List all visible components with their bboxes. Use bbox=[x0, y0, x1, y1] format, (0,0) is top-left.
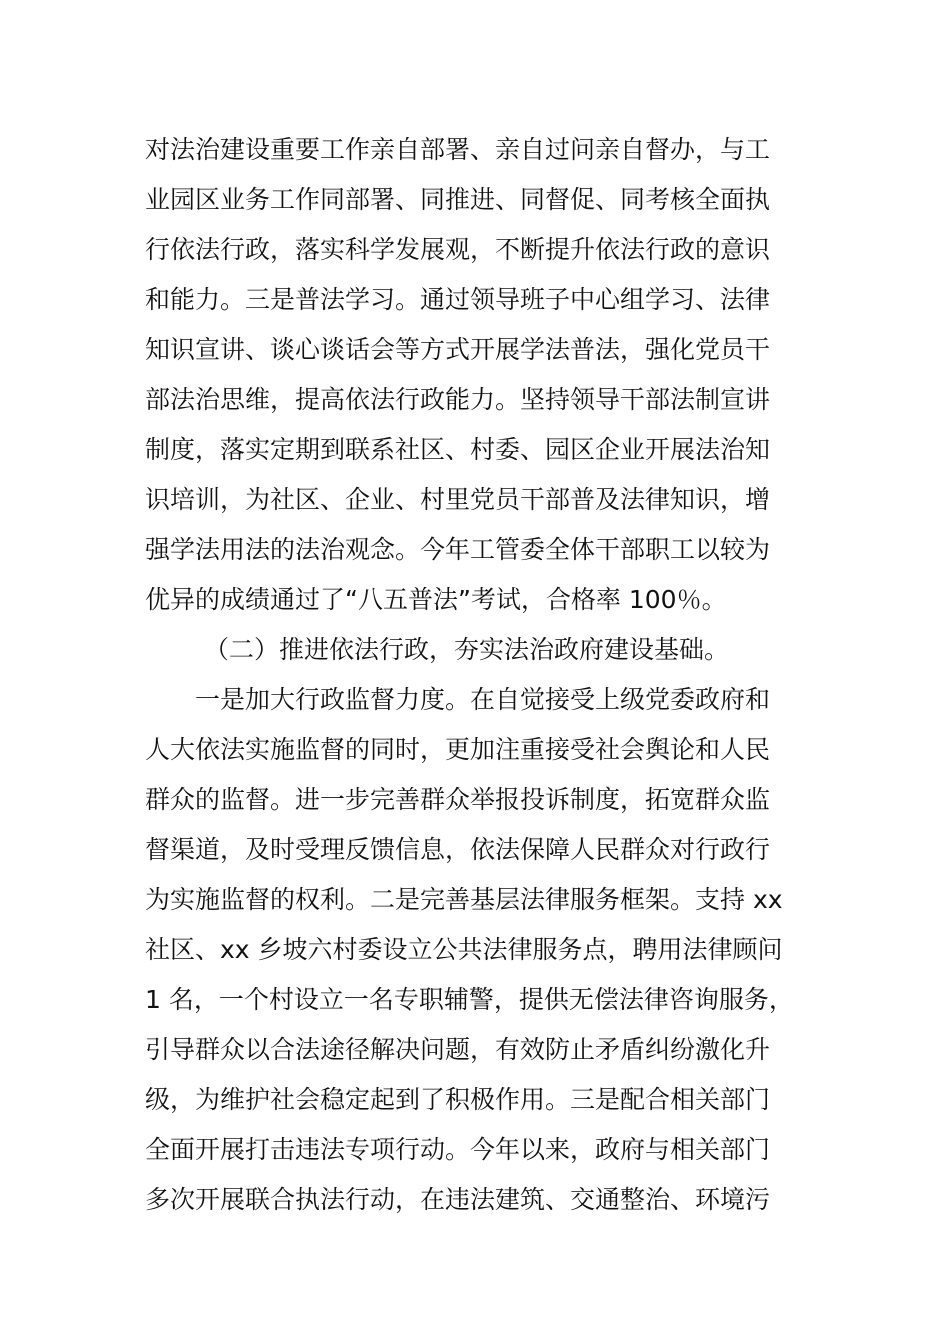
paragraph-line-8: 识培训，为社区、企业、村里党员干部普及法律知识，增 bbox=[145, 485, 771, 514]
paragraph-line-19: 级，为维护社会稳定起到了积极作用。三是配合相关部门 bbox=[145, 1085, 771, 1114]
paragraph-line-5: 知识宣讲、谈心谈话会等方式开展学法普法，强化党员干 bbox=[145, 335, 771, 364]
paragraph-line-9: 强学法用法的法治观念。今年工管委全体干部职工以较为 bbox=[145, 535, 771, 564]
paragraph-line-4: 和能力。三是普法学习。通过领导班子中心组学习、法律 bbox=[145, 285, 771, 314]
paragraph-line-3: 行依法行政，落实科学发展观，不断提升依法行政的意识 bbox=[145, 235, 771, 264]
paragraph-line-1: 对法治建设重要工作亲自部署、亲自过问亲自督办，与工 bbox=[145, 135, 771, 164]
paragraph-line-2: 业园区业务工作同部署、同推进、同督促、同考核全面执 bbox=[145, 185, 771, 214]
paragraph-line-16: 社区、xx 乡坡六村委设立公共法律服务点，聘用法律顾问 bbox=[145, 935, 783, 964]
paragraph-line-17: 1 名，一个村设立一名专职辅警，提供无偿法律咨询服务， bbox=[145, 985, 794, 1014]
paragraph-line-20: 全面开展打击违法专项行动。今年以来，政府与相关部门 bbox=[145, 1135, 771, 1164]
paragraph-line-6: 部法治思维，提高依法行政能力。坚持领导干部法制宣讲 bbox=[145, 385, 771, 414]
paragraph-line-15: 为实施监督的权利。二是完善基层法律服务框架。支持 xx bbox=[145, 885, 783, 914]
paragraph-line-12: 人大依法实施监督的同时，更加注重接受社会舆论和人民 bbox=[145, 735, 771, 764]
section-heading: （二）推进依法行政，夯实法治政府建设基础。 bbox=[204, 635, 730, 664]
paragraph-line-13: 群众的监督。进一步完善群众举报投诉制度，拓宽群众监 bbox=[145, 785, 771, 814]
paragraph-line-21: 多次开展联合执法行动，在违法建筑、交通整治、环境污 bbox=[145, 1185, 771, 1214]
paragraph-line-7: 制度，落实定期到联系社区、村委、园区企业开展法治知 bbox=[145, 435, 771, 464]
paragraph-line-18: 引导群众以合法途径解决问题，有效防止矛盾纠纷激化升 bbox=[145, 1035, 771, 1064]
paragraph-line-14: 督渠道，及时受理反馈信息，依法保障人民群众对行政行 bbox=[145, 835, 771, 864]
paragraph-line-11: 一是加大行政监督力度。在自觉接受上级党委政府和 bbox=[195, 685, 771, 714]
paragraph-line-10: 优异的成绩通过了“八五普法”考试，合格率 100％。 bbox=[145, 585, 727, 614]
